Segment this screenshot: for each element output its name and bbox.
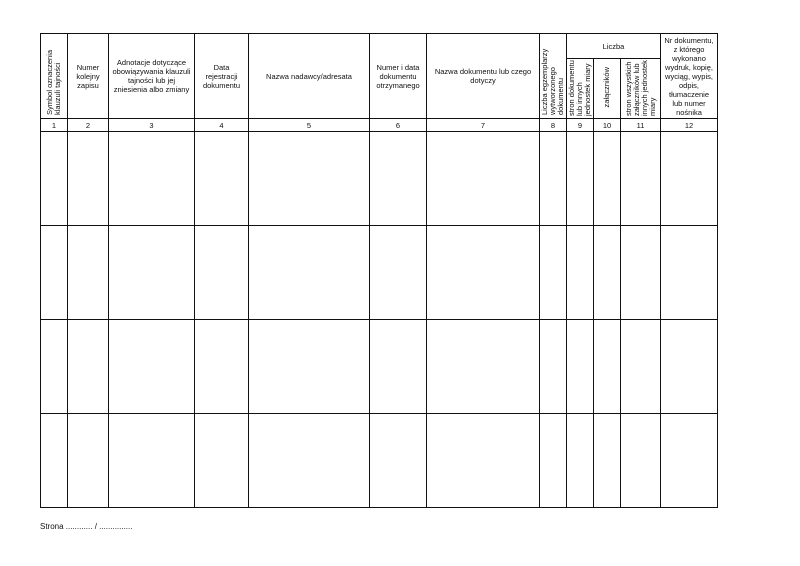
entry-cell[interactable]: [427, 414, 540, 508]
header-adnotacje-label: Adnotacje dotyczące obowiązywania klauzuli tajności lub jej zniesienia albo zmiany: [112, 58, 191, 94]
entry-cell[interactable]: [567, 414, 594, 508]
entry-cell[interactable]: [427, 320, 540, 414]
header-nadawca-adresat: [249, 34, 370, 119]
entry-cell[interactable]: [427, 226, 540, 320]
header-nazwa-dokumentu-label: Nazwa dokumentu lub czego dotyczy: [434, 67, 532, 85]
entry-cell[interactable]: [195, 414, 249, 508]
entry-cell[interactable]: [594, 320, 621, 414]
column-number: 7: [427, 119, 540, 132]
entry-cell[interactable]: [567, 226, 594, 320]
header-liczba-stron-zalacznikow-label: stron wszystkich załączników lub innych jednostek miary: [623, 59, 657, 116]
header-liczba-egzemplarzy: [540, 34, 567, 119]
entry-cell[interactable]: [540, 132, 567, 226]
entry-cell[interactable]: [41, 132, 68, 226]
entry-cell[interactable]: [621, 414, 661, 508]
entry-cell[interactable]: [661, 414, 718, 508]
header-liczba-stron-label: stron dokumentu lub innych jednostek miary: [567, 59, 592, 116]
table-row: [41, 414, 718, 508]
header-nr-dokumentu-zrodlowego-label: Nr dokumentu, z którego wykonano wydruk, kopię, wyciąg, wypis, odpis, tłumaczenie lub numer nośnika: [664, 35, 714, 117]
header-liczba-stron-zalacznikow: [621, 59, 661, 119]
column-number: 8: [540, 119, 567, 132]
entry-cell[interactable]: [594, 414, 621, 508]
register-table: [40, 33, 718, 508]
entry-cell[interactable]: [41, 226, 68, 320]
column-number: 5: [249, 119, 370, 132]
entry-cell[interactable]: [661, 226, 718, 320]
header-symbol-klauzuli-label: Symbol oznaczenia klauzuli tajności: [45, 49, 62, 115]
entry-cell[interactable]: [370, 226, 427, 320]
entry-cell[interactable]: [68, 320, 109, 414]
entry-cell[interactable]: [249, 320, 370, 414]
column-number: 9: [567, 119, 594, 132]
header-liczba-zalacznikow: [594, 59, 621, 119]
entry-cell[interactable]: [195, 132, 249, 226]
header-numer-data-dokumentu: [370, 34, 427, 119]
header-liczba-zalacznikow-label: załączników: [602, 67, 611, 108]
entry-cell[interactable]: [661, 320, 718, 414]
header-numer-kolejny: [68, 34, 109, 119]
entry-cell[interactable]: [109, 226, 195, 320]
column-number: 12: [661, 119, 718, 132]
table-row: [41, 320, 718, 414]
entry-cell[interactable]: [68, 414, 109, 508]
entry-cell[interactable]: [370, 320, 427, 414]
entry-cell[interactable]: [427, 132, 540, 226]
entry-cell[interactable]: [540, 414, 567, 508]
header-liczba-group: [567, 34, 661, 59]
entry-cell[interactable]: [195, 320, 249, 414]
header-numer-data-dokumentu-label: Numer i data dokumentu otrzymanego: [376, 62, 420, 90]
column-number-row: [41, 119, 718, 132]
header-symbol-klauzuli: [41, 34, 68, 119]
entry-cell[interactable]: [661, 132, 718, 226]
header-data-rejestracji-label: Data rejestracji dokumentu: [202, 62, 241, 90]
entry-cell[interactable]: [109, 132, 195, 226]
entry-cell[interactable]: [567, 132, 594, 226]
header-nazwa-dokumentu: [427, 34, 540, 119]
header-adnotacje: [109, 34, 195, 119]
entry-cell[interactable]: [621, 320, 661, 414]
column-number: 1: [41, 119, 68, 132]
entry-cell[interactable]: [109, 414, 195, 508]
entry-cell[interactable]: [249, 132, 370, 226]
entry-cell[interactable]: [41, 414, 68, 508]
entry-cell[interactable]: [249, 414, 370, 508]
entry-cell[interactable]: [540, 226, 567, 320]
entry-cell[interactable]: [41, 320, 68, 414]
column-number: 11: [621, 119, 661, 132]
entry-cell[interactable]: [249, 226, 370, 320]
entry-cell[interactable]: [195, 226, 249, 320]
entry-cell[interactable]: [68, 226, 109, 320]
entry-cell[interactable]: [621, 226, 661, 320]
entry-cell[interactable]: [567, 320, 594, 414]
table-row: [41, 132, 718, 226]
entry-cell[interactable]: [370, 414, 427, 508]
entry-cell[interactable]: [109, 320, 195, 414]
column-number: 10: [594, 119, 621, 132]
page-number-footer: Strona ............ / ...............: [40, 522, 133, 531]
header-liczba-label: Liczba: [602, 41, 625, 51]
table-row: [41, 226, 718, 320]
column-number: 4: [195, 119, 249, 132]
header-liczba-stron: [567, 59, 594, 119]
column-number: 6: [370, 119, 427, 132]
entry-cell[interactable]: [370, 132, 427, 226]
header-liczba-egzemplarzy-label: Liczba egzemplarzy wytworzonego dokumentu: [540, 48, 565, 115]
column-number: 2: [68, 119, 109, 132]
header-nr-dokumentu-zrodlowego: [661, 34, 718, 119]
entry-cell[interactable]: [621, 132, 661, 226]
header-data-rejestracji: [195, 34, 249, 119]
header-nadawca-adresat-label: Nazwa nadawcy/adresata: [266, 71, 352, 81]
header-numer-kolejny-label: Numer kolejny zapisu: [76, 62, 100, 90]
entry-cell[interactable]: [68, 132, 109, 226]
entry-cell[interactable]: [594, 132, 621, 226]
entry-cell[interactable]: [594, 226, 621, 320]
column-number: 3: [109, 119, 195, 132]
entry-cell[interactable]: [540, 320, 567, 414]
